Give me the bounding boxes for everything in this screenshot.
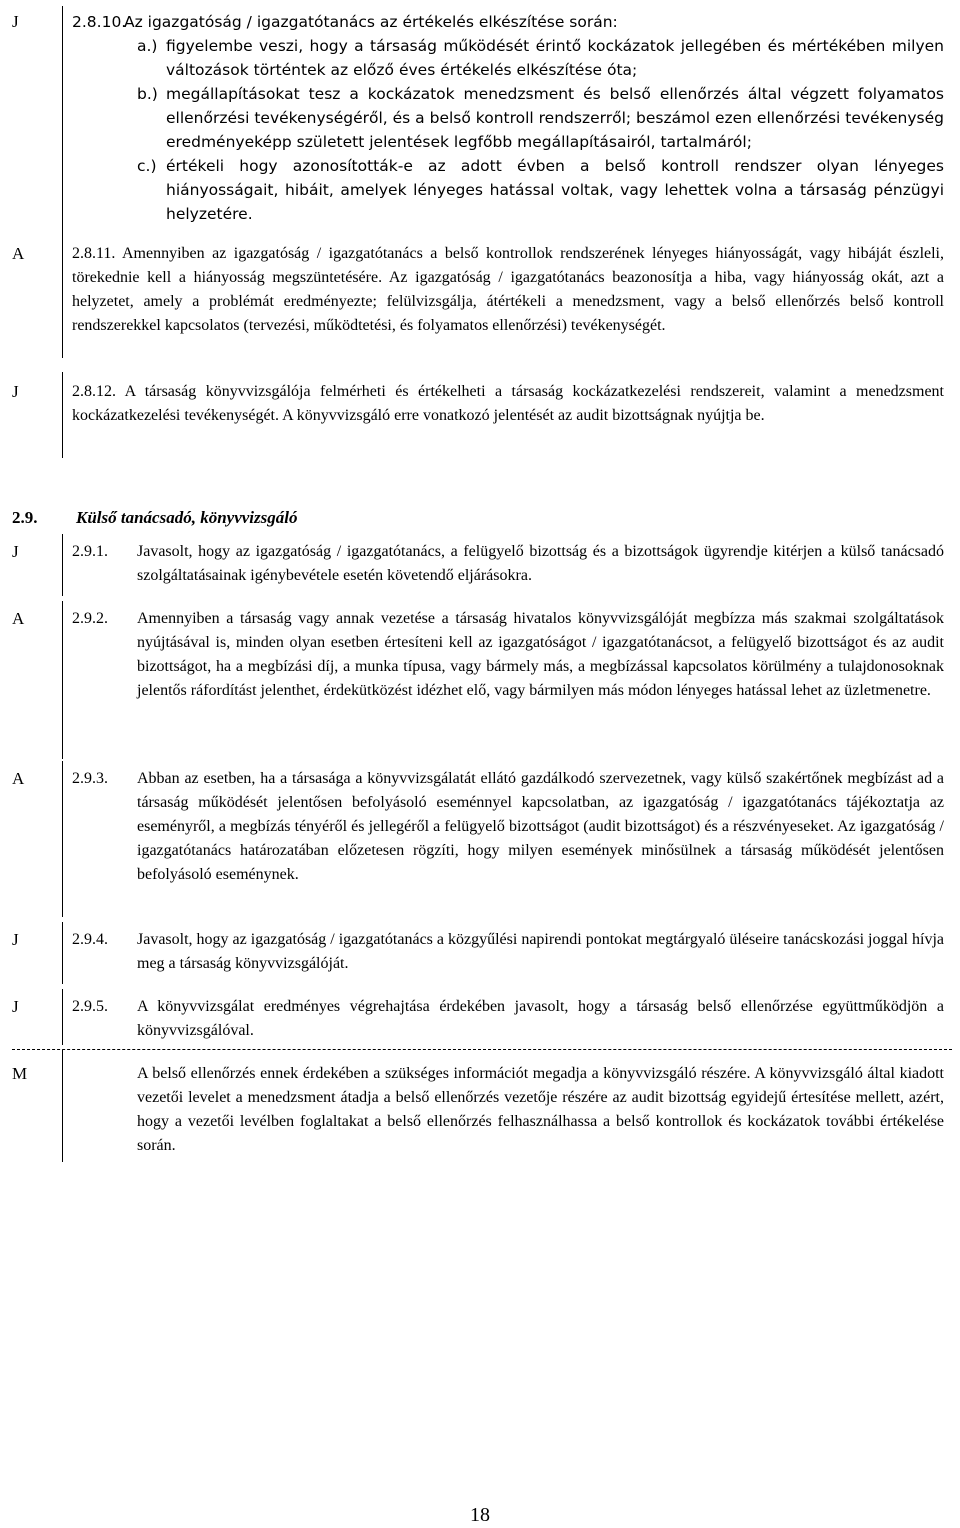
item-text: A belső ellenőrzés ennek érdekében a szükséges információt megadja a könyvvizsgáló részére. A könyvvizsgáló által kiadott vezetői levelet a menedzsment átadja a belső ellenőrzés vezetője részére az audit bizottság egyidejű értesítése mellett, azért, hogy a vezetői levélben foglaltakat a belső ellenőrzés felhasználhassa a belső kontrollok és kockázatok további értékelése során. <box>137 1065 944 1154</box>
category-code: J <box>12 997 19 1016</box>
item-text: Abban az esetben, ha a társasága a könyvvizsgálatát ellátó gazdálkodó szervezetnek, vagy külső szakértőnek megbízást ad a társaság működését jelentősen befolyásoló eseménnyel kapcsolatban, az igazgatóság / igazgatótanács tájékoztatja az eseményről, a megbízás tényéről és jellegéről a felügyelő bizottságot (audit bizottságot) és a részvényeseket. Az igazgatóság / igazgatótanács határozatában előzetesen rögzíti, hogy milyen események minősülnek a társaság működését jelentősen befolyásoló eseménynek. <box>137 770 944 883</box>
item-intro: Az igazgatóság / igazgatótanács az értékelés elkészítése során: <box>124 13 618 31</box>
item-number: 2.9.1. <box>72 543 108 560</box>
margin-rule <box>62 1050 63 1162</box>
item-text: 2.8.12. A társaság könyvvizsgálója felmérheti és értékelheti a társaság kockázatkezelési rendszereit, valamint a menedzsment kockázatkezelési tevékenységét. A könyvvizsgáló erre vonatkozó jelentését az audit bizottságnak nyújtja be. <box>72 383 944 424</box>
item-text: Javasolt, hogy az igazgatóság / igazgatótanács a közgyűlési napirendi pontokat megtárgyaló üléseire tanácskozási joggal hívja meg a társaság könyvvizsgálóját. <box>137 931 944 972</box>
margin-rule <box>62 6 63 234</box>
margin-rule <box>62 372 63 458</box>
sub-item-text: megállapításokat tesz a kockázatok menedzsment és belső ellenőrzés által végzett folyamatos ellenőrzési tevékenységéről, és a belső kontroll rendszerről; beszámol ezen ellenőrzési tevékenység eredményeképp született jelentések legfőbb megállapításairól, tartalmáról; <box>166 85 944 151</box>
page-number: 18 <box>470 1504 490 1526</box>
item-number: 2.9.2. <box>72 610 108 627</box>
item-text: Amennyiben a társaság vagy annak vezetése a társaság hivatalos könyvvizsgálóját megbízza más szakmai szolgáltatások nyújtásával is, minden olyan esetben értesíteni kell az igazgatóságot / igazgatótanácsot, a felügyelő bizottságot és az audit bizottságot, ha a megbízási díj, a munka típusa, vagy bármely más, a megbízással kapcsolatos körülmény a tulajdonosoknak jelentős ráfordítást jelenthet, érdekütközést idézhet elő, vagy bármilyen más módon lényeges hatással lehet az üzletmenetre. <box>137 610 944 699</box>
margin-rule <box>62 922 63 984</box>
section-number: 2.9. <box>12 508 38 527</box>
category-code: A <box>12 244 25 263</box>
item-number: 2.9.3. <box>72 770 108 787</box>
margin-rule <box>62 234 63 358</box>
category-code: J <box>12 930 19 949</box>
margin-rule <box>62 989 63 1045</box>
sub-item-label: b.) <box>137 85 158 103</box>
category-code: J <box>12 382 19 401</box>
sub-item-label: c.) <box>137 157 157 175</box>
category-code: M <box>12 1064 28 1083</box>
item-text: A könyvvizsgálat eredményes végrehajtása érdekében javasolt, hogy a társaság belső ellenőrzése együttműködjön a könyvvizsgálóval. <box>137 998 944 1039</box>
sub-item-text: értékeli hogy azonosították-e az adott évben a belső kontroll rendszer olyan lényeges hiányosságait, hibáit, amelyek lényeges hatással voltak, vagy lehettek volna a társaság pénzügyi helyzetére. <box>166 157 944 223</box>
margin-rule <box>62 761 63 917</box>
category-code: J <box>12 542 19 561</box>
section-title: Külső tanácsadó, könyvvizsgáló <box>76 508 298 527</box>
category-code: A <box>12 769 25 788</box>
category-code: J <box>12 12 19 31</box>
sub-item-label: a.) <box>137 37 158 55</box>
item-number: 2.9.5. <box>72 998 108 1015</box>
item-text: 2.8.11. Amennyiben az igazgatóság / igazgatótanács a belső kontrollok rendszerének lényeges hiányosságát, vagy hibáját észleli, törekednie kell a hiányosság megszüntetésére. Az igazgatóság / igazgatótanács beazonosítja a hiba, vagy hiányosság okát, azt a helyzetet, amely a problémát eredményezte; felülvizsgálja, átértékeli a menedzsment, vagy a belső ellenőrzés belső kontroll rendszerekkel kapcsolatos (tervezési, működtetési, és folyamatos ellenőrzési) tevékenységét. <box>72 245 944 334</box>
item-number: 2.9.4. <box>72 931 108 948</box>
margin-rule <box>62 534 63 596</box>
dashed-divider <box>12 1049 952 1050</box>
item-number: 2.8.10. <box>72 13 127 31</box>
sub-item-text: figyelembe veszi, hogy a társaság működését érintő kockázatok jellegében és mértékében milyen változások történtek az előző éves értékelés elkészítése óta; <box>166 37 944 79</box>
margin-rule <box>62 601 63 759</box>
item-text: Javasolt, hogy az igazgatóság / igazgatótanács, a felügyelő bizottság és a bizottságok ügyrendje kitérjen a külső tanácsadó szolgáltatásainak igénybevétele esetén követendő eljárásokra. <box>137 543 944 584</box>
category-code: A <box>12 609 25 628</box>
